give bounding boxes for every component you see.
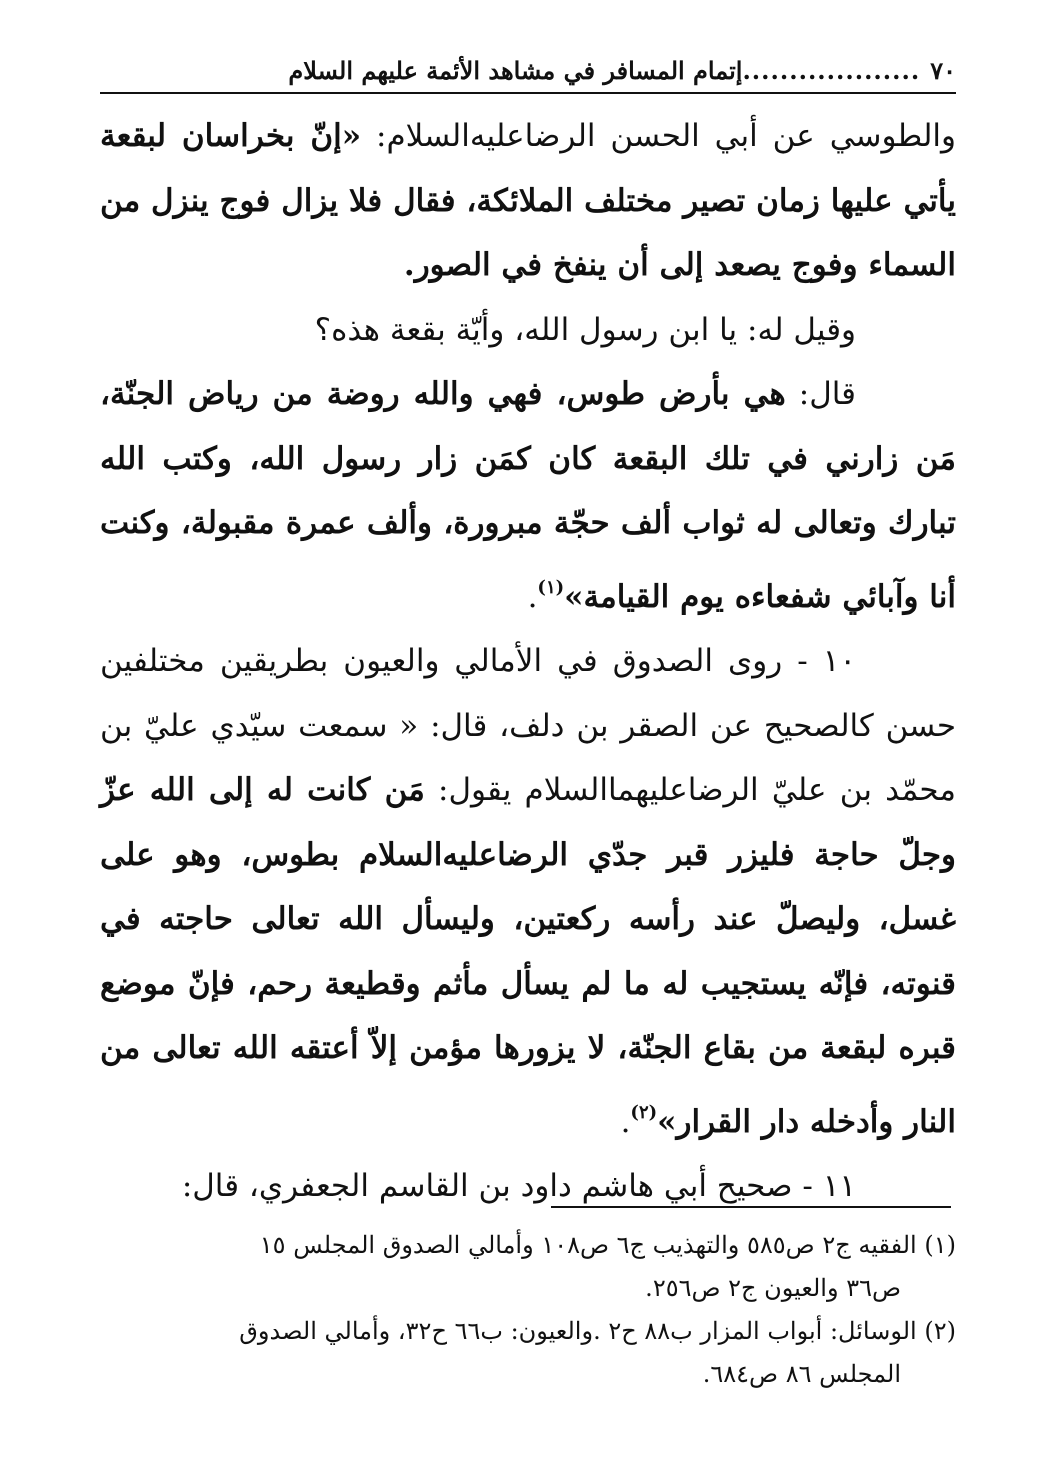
- paragraph-4-plain: ١٠ - روى الصدوق في الأمالي والعيون بطريقين مختلفين حسن كالصحيح عن الصقر بن دلف، قال: « سمعت سيّدي عليّ بن محمّد بن عليّ الرضاعليهما‌السلام يقول:: [100, 643, 956, 808]
- footnote-2-continuation: المجلس ٨٦ ص٦٨٤.: [702, 1360, 901, 1388]
- book-title: إتمام المسافر في مشاهد الأئمة عليهم السلام: [288, 55, 743, 85]
- footnote-separator: [551, 1206, 951, 1208]
- footnote-2: [100, 1310, 956, 1396]
- page-number: ٧٠: [930, 55, 956, 85]
- paragraph-1: [100, 104, 956, 298]
- page-body: [100, 48, 956, 1219]
- footnote-2-text: الوسائل: أبواب المزار ب٨٨ ح٢ .والعيون: ب٦٦ ح٣٢، وأمالي الصدوق: [239, 1317, 917, 1345]
- footnote-1: [100, 1224, 956, 1310]
- paragraph-3: [100, 362, 956, 629]
- footnote-ref-1: (١): [537, 576, 565, 598]
- footnote-2-marker: (٢): [924, 1317, 956, 1345]
- paragraph-3-plain: قال:: [785, 376, 856, 412]
- paragraph-5: ١١ - صحيح أبي هاشم داود بن القاسم الجعفري، قال:: [181, 1168, 856, 1204]
- paragraph-4-quote: مَن كانت له إلى الله عزّ وجلّ حاجة فليزر قبر جدّي الرضاعليه‌السلام بطوس، وهو على غسل، وليصلّ عند رأسه ركعتين، وليسأل الله تعالى حاجته في قنوته، فإنّه يستجيب له ما لم يسأل مأثم وقطيعة رحم، فإنّ موضع قبره لبقعة من بقاع الجنّة، لا يزورها مؤمن إلاّ أعتقه الله تعالى من النار وأدخله دار القرار»: [100, 772, 956, 1140]
- paragraph-3-end: .: [527, 578, 538, 615]
- footnote-1-marker: (١): [924, 1231, 956, 1259]
- paragraph-4: [100, 629, 956, 1154]
- paragraph-1-quote: «إنّ بخراسان لبقعة يأتي عليها زمان تصير مختلف الملائكة، فقال فلا يزال فوج ينزل من السماء وفوج يصعد إلى أن ينفخ في الصور.: [100, 118, 956, 283]
- footnotes: [100, 1224, 956, 1396]
- footnote-ref-2: (٢): [630, 1101, 658, 1123]
- paragraph-2: وقيل له: يا ابن رسول الله، وأيّة بقعة هذه؟: [314, 311, 856, 348]
- footnote-1-text: الفقيه ج٢ ص٥٨٥ والتهذيب ج٦ ص١٠٨ وأمالي الصدوق المجلس ١٥: [259, 1231, 917, 1259]
- running-header: [100, 48, 956, 94]
- paragraph-4-end: .: [620, 1103, 631, 1140]
- paragraph-1-plain: والطوسي عن أبي الحسن الرضاعليه‌السلام:: [361, 118, 956, 154]
- header-leader-dots: ...................: [742, 55, 921, 85]
- footnote-1-continuation: ص٣٦ والعيون ج٢ ص٢٥٦.: [645, 1274, 901, 1302]
- paragraph-3-quote: هي بأرض طوس، فهي والله روضة من رياض الجنّة، مَن زارني في تلك البقعة كان كمَن زار رسول الله، وكتب الله تبارك وتعالى له ثواب ألف حجّة مبرورة، وألف عمرة مقبولة، وكنت أنا وآبائي شفعاءه يوم القيامة»: [100, 376, 956, 615]
